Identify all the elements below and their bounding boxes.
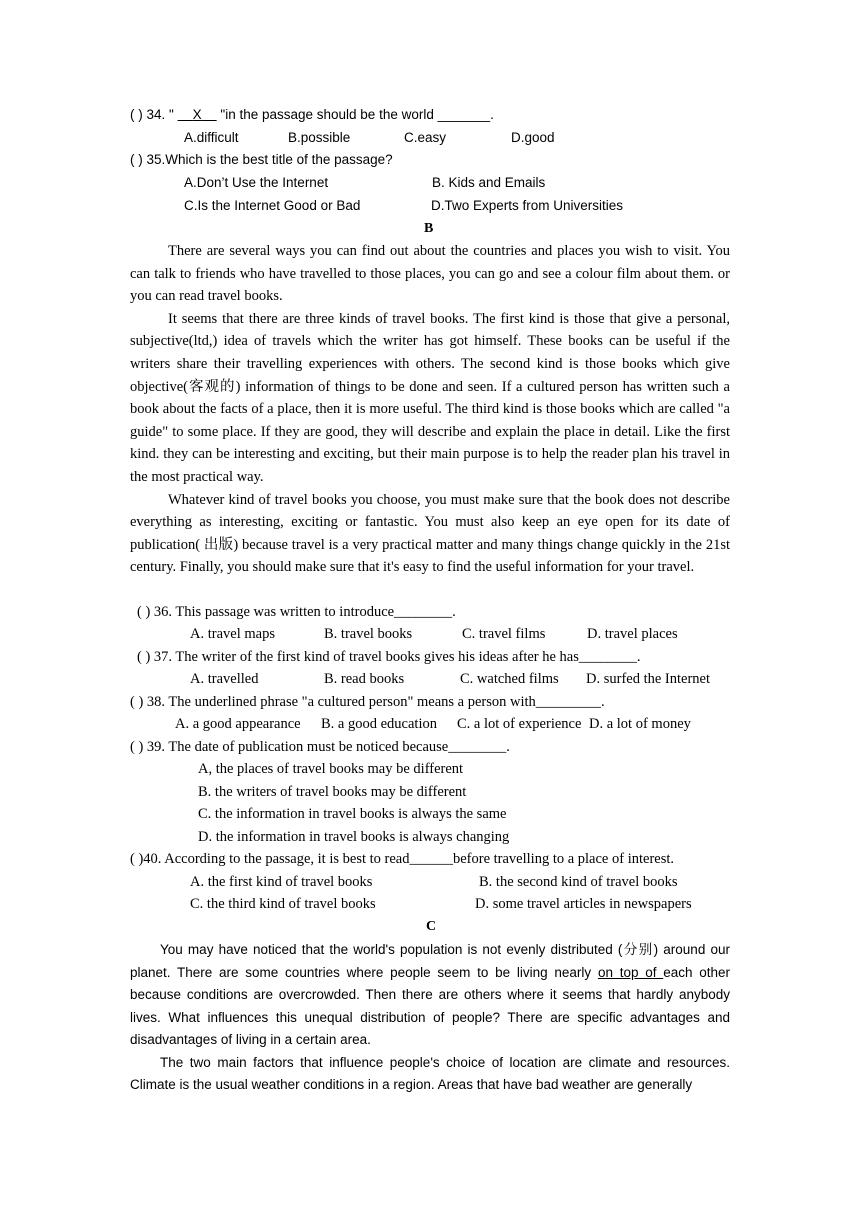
question-39 <box>130 737 510 757</box>
section-c-heading: C <box>426 919 437 934</box>
answer-paren: ( ) <box>130 152 143 167</box>
answer-paren: ( ) <box>130 107 143 122</box>
question-stem: 40. According to the passage, it is best to read______before travelling to a place of interest. <box>143 851 674 867</box>
option-a: A, the places of travel books may be different <box>198 761 464 777</box>
option-d: D. travel places <box>587 626 678 642</box>
underlined-phrase: on top of <box>597 964 664 980</box>
section-b-heading: B <box>424 221 434 236</box>
question-37 <box>137 647 641 667</box>
passage-paragraph: It seems that there are three kinds of travel books. The first kind is those that give a personal, subjective(ltd,) idea of travels which the writer has got himself. These books can be useful if the writers share their travelling experiences with others. The second kind is those books which give objective(客观的) information of things to be done and seen. If a cultured person has written such a book about the facts of a place, then it is more useful. The third kind is those books which are called "a guide" to some place. If they are good, they will describe and explain the place in detail. Like the first kind. they can be interesting and exciting, but their main purpose is to help the reader plan his travel in the most practical way. <box>130 310 730 485</box>
option-a: A. a good appearance <box>175 716 301 732</box>
option-a: A.Don’t Use the Internet <box>184 175 329 190</box>
answer-paren: ( ) <box>137 604 151 620</box>
question-35 <box>130 150 393 170</box>
answer-paren: ( ) <box>130 694 144 710</box>
option-b: B. Kids and Emails <box>432 175 546 190</box>
option-a: A.difficult <box>184 130 239 145</box>
option-a: A. the first kind of travel books <box>190 874 373 890</box>
passage-paragraph: Whatever kind of travel books you choose, you must make sure that the book does not describe everything as interesting, exciting or fantastic. You must also keep an eye open for its date of publication( 出版) because travel is a very practical matter and many things change quickly in the 21st century. Finally, you should make sure that it's easy to find the useful information for your travel. <box>130 491 730 576</box>
question-38 <box>130 692 605 712</box>
answer-paren: ( ) <box>130 851 144 867</box>
option-c: C. travel films <box>462 626 546 642</box>
question-36 <box>137 602 456 622</box>
option-c: C. the information in travel books is always the same <box>198 806 507 822</box>
question-40 <box>130 849 674 869</box>
option-d: D. the information in travel books is always changing <box>198 829 510 845</box>
option-c: C.easy <box>404 130 447 145</box>
section-b-passage <box>130 240 730 579</box>
option-b: B. the second kind of travel books <box>479 874 678 890</box>
question-stem: 39. The date of publication must be noticed because________. <box>146 739 510 755</box>
section-c-passage <box>130 939 730 1097</box>
option-d: D. some travel articles in newspapers <box>475 896 692 912</box>
passage-paragraph: There are several ways you can find out about the countries and places you wish to visit. You can talk to friends who have travelled to those places, you can go and see a colour film about them. or you can read travel books. <box>130 243 730 305</box>
question-stem: 35.Which is the best title of the passage? <box>146 152 393 167</box>
option-b: B. read books <box>324 671 405 687</box>
answer-paren: ( ) <box>137 649 151 665</box>
question-stem: 36. This passage was written to introduce________. <box>153 604 456 620</box>
option-a: A. travel maps <box>190 626 275 642</box>
option-b: B. the writers of travel books may be different <box>198 784 467 800</box>
option-b: B. travel books <box>324 626 413 642</box>
passage-paragraph: You may have noticed that the world's population is not evenly distributed (分别) around our planet. There are some countries where people seem to be living nearly on top of each other because conditions are overcrowded. Then there are others where it seems that hardly anybody lives. What influences this unequal distribution of people? There are specific advantages and disadvantages of living in a certain area. <box>130 942 731 1047</box>
question-stem: 38. The underlined phrase "a cultured person" means a person with_________. <box>146 694 605 710</box>
option-c: C.Is the Internet Good or Bad <box>184 198 361 213</box>
question-stem-start: 34. " <box>146 107 174 122</box>
question-stem: 37. The writer of the first kind of travel books gives his ideas after he has________. <box>153 649 641 665</box>
option-a: A. travelled <box>190 671 259 687</box>
option-b: B.possible <box>288 130 351 145</box>
option-b: B. a good education <box>321 716 437 732</box>
option-c: C. watched films <box>460 671 559 687</box>
option-c: C. the third kind of travel books <box>190 896 376 912</box>
passage-paragraph: The two main factors that influence people's choice of location are climate and resources. Climate is the usual weather conditions in a region. Areas that have bad weather are generally <box>130 1054 730 1092</box>
option-d: D.Two Experts from Universities <box>431 198 624 213</box>
answer-paren: ( ) <box>130 739 144 755</box>
question-stem-end: "in the passage should be the world _______. <box>220 107 494 122</box>
option-c: C. a lot of experience <box>457 716 582 732</box>
option-d: D.good <box>511 130 555 145</box>
blank-word: X <box>192 107 202 122</box>
option-d: D. a lot of money <box>589 716 691 732</box>
option-d: D. surfed the Internet <box>586 671 711 687</box>
question-34 <box>130 105 494 125</box>
